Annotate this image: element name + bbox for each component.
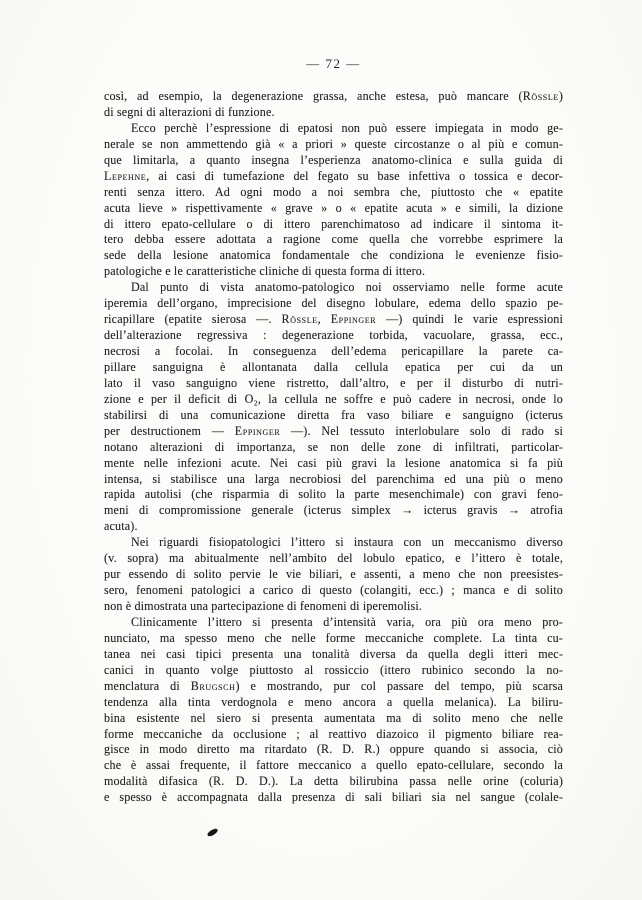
text-line: gisce in modo diretto ma ritardato (R. D. R.) oppure quando si associa, ciò xyxy=(104,742,563,757)
text-line: tendenza alla tinta verdognola e meno ancora a quella melanica). La biliru- xyxy=(104,694,563,709)
text-line: non è dimostrata una partecipazione di fenomeni di iperemolisi. xyxy=(104,599,423,613)
text-line: acuta lieve » rispettivamente « grave » o « epatite acuta » e simili, la dizione xyxy=(104,200,563,215)
page-number: — 72 — xyxy=(306,56,361,71)
text-line: di ittero epato-cellulare o di ittero parenchimatoso ad indicare il sintoma it- xyxy=(104,216,563,231)
text-line: meni di compromissione generale (icterus simplex → icterus gravis → atrofia xyxy=(104,503,563,518)
text-line: iperemia dell’organo, imprecisione del disegno lobulare, edema dello spazio pe- xyxy=(104,296,563,311)
text-line: pillare sanguigna è allontanata dalla cellula epatica per cui da un xyxy=(104,359,563,374)
text-line: forme meccaniche da occlusione ; al reattivo diazoico il pigmento biliare rea- xyxy=(104,726,563,741)
text-line: mente nelle infezioni acute. Nei casi più gravi la lesione anatomica si fa più xyxy=(104,455,563,470)
text-line: tero debba essere adottata a ragione come quella che vorrebbe esprimere la xyxy=(104,232,563,247)
text-line: pur essendo di solito pervie le vie biliari, e assenti, a meno che non preesistes- xyxy=(104,567,563,582)
text-line: intensa, si stabilisce una larga necrobiosi del parenchima ed una più o meno xyxy=(104,471,563,486)
text-line: sede della lesione anatomica fondamentale che condiziona le evenienze fisio- xyxy=(104,248,563,263)
text-line: canici in quanto volge piuttosto al rossiccio (ittero rubinico secondo la no- xyxy=(104,662,563,677)
text-line: che è assai frequente, il fattore meccanico a quello epato-cellulare, secondo la xyxy=(104,758,563,773)
small-caps-author-name: Eppinger xyxy=(234,423,281,438)
text-line: così, ad esempio, la degenerazione grassa, anche estesa, può mancare (Rössle) xyxy=(104,89,563,103)
text-line: modalità difasica (R. D. D.). La detta bilirubina passa nelle orine (coluria) xyxy=(104,774,563,789)
ink-blot-mark xyxy=(207,828,219,837)
text-line: bina esistente nel siero si presenta aumentata ma di solito meno che nelle xyxy=(104,710,563,725)
text-line: sero, fenomeni patologici a carico di questo (colangiti, ecc.) ; manca e di solito xyxy=(104,583,563,598)
text-line: renti senza ittero. Ad ogni modo a noi sembra che, piuttosto che « epatite xyxy=(104,184,563,199)
text-line: necrosi a focolai. In conseguenza dell’edema pericapillare la parete ca- xyxy=(104,344,563,358)
text-line: tanea nei casi tipici presenta una tonalità diversa da quella degli itteri mec- xyxy=(104,646,563,661)
text-line: nerale se non ammettendo già « a priori » queste circostanze o al più e comun- xyxy=(104,136,563,151)
text-line: acuta). xyxy=(104,519,138,534)
text-line: ricapillare (epatite sierosa —. Rössle, Eppinger —) quindi le varie espressioni xyxy=(104,312,563,327)
small-caps-author-name: Brugsch xyxy=(190,678,236,693)
text-line: rapida autolisi (che risparmia di solito la parte mesenchimale) con gravi feno- xyxy=(104,487,563,502)
text-line: per destructionem — Eppinger —). Nel tessuto interlobulare solo di rado si xyxy=(104,423,563,438)
text-line: e spesso è accompagnata dalla presenza di sali biliari sia nel sangue (colale- xyxy=(104,790,563,805)
text-line: menclatura di Brugsch) e mostrando, pur col passare del tempo, più scarsa xyxy=(104,678,563,693)
text-line: dell’alterazione regressiva : degenerazione torbida, vacuolare, grassa, ecc., xyxy=(104,328,563,343)
text-line: nunciato, ma spesso meno che nelle forme meccaniche complete. La tinta cu- xyxy=(104,630,563,645)
text-line: que limitarla, a quanto insegna l’esperienza anatomo-clinica e sulla guida di xyxy=(104,152,563,167)
text-line: (v. sopra) ma abitualmente nell’ambito del lobulo epatico, e l’ittero è totale, xyxy=(104,551,563,566)
text-line: zione e per il deficit di O₂, la cellula ne soffre e può cadere in necrosi, onde lo xyxy=(104,391,563,406)
text-line: Clinicamente l’ittero si presenta d’intensità varia, ora più ora meno pro- xyxy=(131,614,563,629)
text-line: Ecco perchè l’espressione di epatosi non può essere impiegata in modo ge- xyxy=(131,120,563,135)
text-line: di segni di alterazioni di funzione. xyxy=(104,104,275,119)
small-caps-author-name: Rössle xyxy=(522,89,559,103)
text-line: patologiche e le caratteristiche cliniche di questa forma di ittero. xyxy=(104,264,426,279)
text-line: lato il vaso sanguigno viene ristretto, dall’altro, e per il disturbo di nutri- xyxy=(104,375,563,390)
small-caps-author-name: Lepehne xyxy=(104,168,147,183)
text-line: Nei riguardi fisiopatologici l’ittero si instaura con un meccanismo diverso xyxy=(131,535,563,550)
text-line: Dal punto di vista anatomo-patologico noi osserviamo nelle forme acute xyxy=(131,280,563,295)
text-line: stabilirsi di una comunicazione diretta fra vaso biliare e sanguigno (icterus xyxy=(104,407,563,422)
text-block xyxy=(104,89,563,806)
text-line: notano alterazioni di importanza, se non delle zone di infiltrati, particolar- xyxy=(104,439,563,454)
small-caps-author-name: Rössle xyxy=(281,312,318,327)
text-line: Lepehne, ai casi di tumefazione del fegato su base infettiva o tossica e decor- xyxy=(104,168,563,183)
small-caps-author-name: Eppinger xyxy=(330,312,377,327)
